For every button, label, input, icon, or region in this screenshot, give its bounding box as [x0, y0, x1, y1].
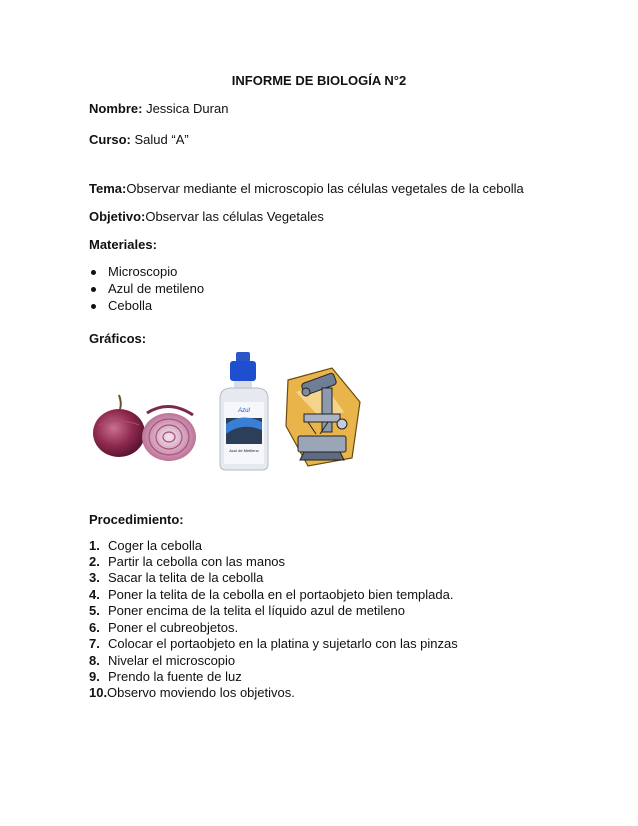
- curso-value: Salud “A”: [130, 132, 189, 147]
- step-number: 6.: [89, 620, 100, 635]
- graficos-heading: Gráficos:: [89, 331, 147, 346]
- step-number: 4.: [89, 587, 100, 602]
- tema-label: Tema:: [89, 181, 127, 196]
- list-item-label: Cebolla: [108, 298, 153, 313]
- bottle-label: Azul de Metileno: [229, 448, 259, 453]
- bullet-icon: [91, 270, 96, 275]
- step-text: Prendo la fuente de luz: [108, 669, 242, 684]
- nombre-line: [89, 101, 228, 116]
- bullet-icon: [91, 304, 96, 309]
- step-text: Poner la telita de la cebolla en el portaobjeto bien templada.: [108, 587, 454, 602]
- svg-text:Azul: Azul: [238, 408, 250, 414]
- step-number: 8.: [89, 653, 100, 668]
- curso-label: Curso:: [89, 132, 131, 147]
- step-text: Coger la cebolla: [108, 538, 202, 553]
- step-number: 7.: [89, 636, 100, 651]
- step-text: Poner el cubreobjetos.: [108, 620, 239, 635]
- microscope-clipart-image: [282, 362, 364, 472]
- step-text: Observo moviendo los objetivos.: [107, 685, 295, 700]
- step-number: 1.: [89, 538, 100, 553]
- list-item-label: Microscopio: [108, 264, 178, 279]
- step-number: 2.: [89, 554, 100, 569]
- step-number: 10.: [89, 685, 108, 700]
- nombre-value: Jessica Duran: [142, 101, 229, 116]
- bullet-icon: [91, 287, 96, 292]
- curso-line: [89, 132, 189, 147]
- materiales-heading: Materiales:: [89, 237, 157, 252]
- objetivo-line: [89, 209, 324, 224]
- procedimiento-heading: Procedimiento:: [89, 512, 184, 527]
- nombre-label: Nombre:: [89, 101, 143, 116]
- list-item-label: Azul de metileno: [108, 281, 205, 296]
- step-number: 5.: [89, 603, 100, 618]
- step-text: Poner encima de la telita el líquido azul de metileno: [108, 603, 406, 618]
- step-text: Partir la cebolla con las manos: [108, 554, 286, 569]
- tema-value: Observar mediante el microscopio las células vegetales de la cebolla: [126, 181, 524, 196]
- methylene-blue-bottle-image: [216, 352, 272, 472]
- step-text: Nivelar el microscopio: [108, 653, 236, 668]
- step-text: Sacar la telita de la cebolla: [108, 570, 264, 585]
- step-number: 3.: [89, 570, 100, 585]
- tema-line: [89, 181, 524, 196]
- onion-image: [89, 393, 199, 465]
- step-number: 9.: [89, 669, 100, 684]
- objetivo-value: Observar las células Vegetales: [145, 209, 324, 224]
- objetivo-label: Objetivo:: [89, 209, 146, 224]
- step-text: Colocar el portaobjeto en la platina y sujetarlo con las pinzas: [108, 636, 458, 651]
- page-title: INFORME DE BIOLOGÍA N°2: [231, 73, 407, 88]
